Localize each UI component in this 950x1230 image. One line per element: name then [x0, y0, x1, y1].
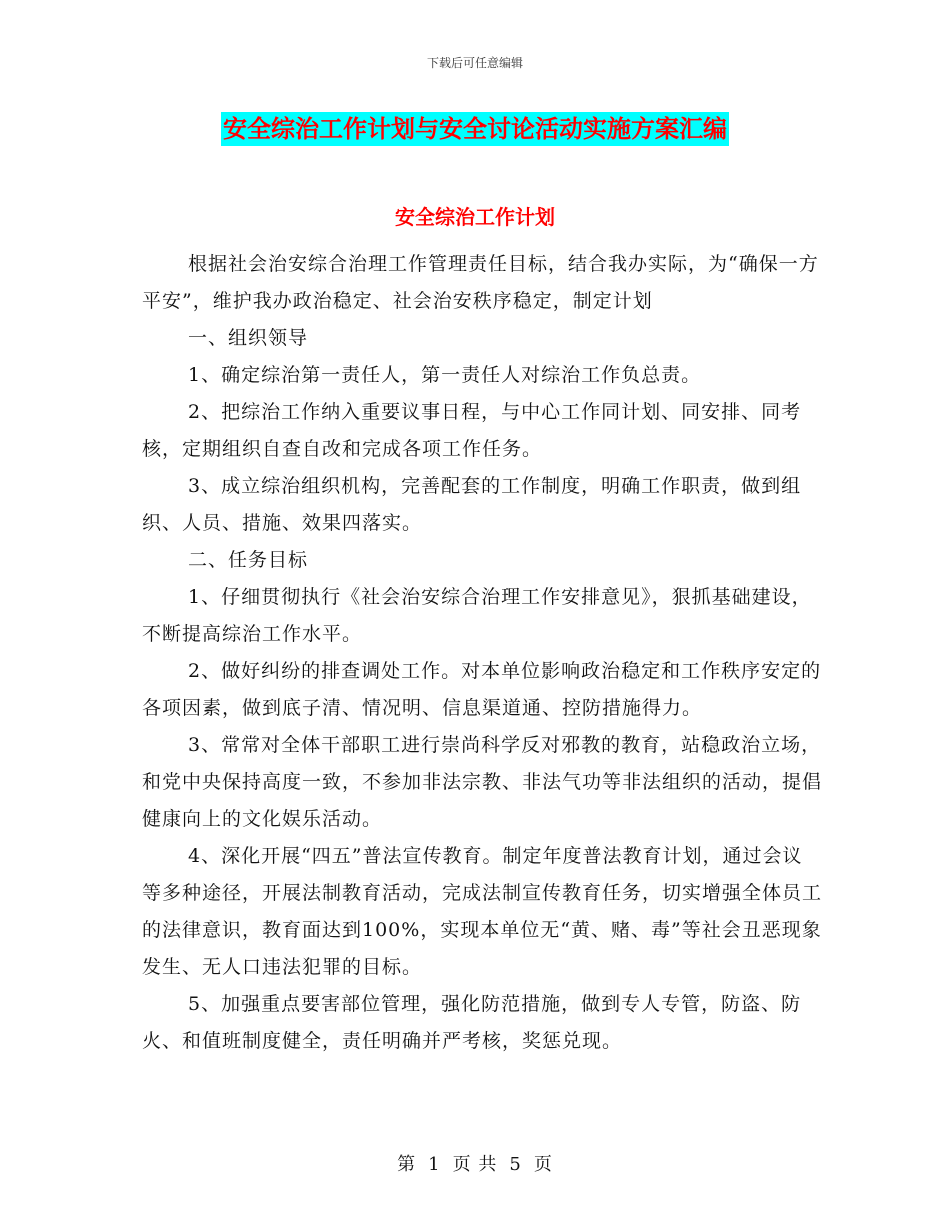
paragraph-item: 3、成立综治组织机构，完善配套的工作制度，明确工作职责，做到组织、人员、措施、效果四落实。: [142, 475, 802, 534]
paragraph-item: 2、做好纠纷的排查调处工作。对本单位影响政治稳定和工作秩序安定的各项因素，做到底子清、情况明、信息渠道通、控防措施得力。: [142, 660, 822, 719]
paragraph-item: 3、常常对全体干部职工进行崇尚科学反对邪教的教育，站稳政治立场，和党中央保持高度一致，不参加非法宗教、非法气功等非法组织的活动，提倡健康向上的文化娱乐活动。: [142, 734, 823, 830]
page-footer: [0, 1150, 950, 1176]
document-title-container: [0, 112, 950, 146]
document-body: [142, 246, 822, 1060]
paragraph-intro: 根据社会治安综合治理工作管理责任目标，结合我办实际，为“确保一方平安”，维护我办政治稳定、社会治安秩序稳定，制定计划: [142, 253, 819, 312]
paragraph-item: 1、仔细贯彻执行《社会治安综合治理工作安排意见》，狠抓基础建设，不断提高综治工作水平。: [142, 586, 812, 645]
heading-tasks: 二、任务目标: [188, 549, 309, 571]
heading-organization: 一、组织领导: [188, 327, 309, 349]
section-title: 安全综治工作计划: [395, 205, 555, 229]
footer-middle: 页 共: [452, 1154, 498, 1175]
paragraph-item: 4、深化开展“四五”普法宣传教育。制定年度普法教育计划，通过会议等多种途径，开展法制教育活动，完成法制宣传教育任务，切实增强全体员工的法律意识，教育面达到100%，实现本单位无“黄、赌、毒”等社会丑恶现象发生、无人口违法犯罪的目标。: [142, 845, 823, 978]
paragraph-item: 2、把综治工作纳入重要议事日程，与中心工作同计划、同安排、同考核，定期组织自查自改和完成各项工作任务。: [142, 401, 802, 460]
paragraph-item: 5、加强重点要害部位管理，强化防范措施，做到专人专管，防盗、防火、和值班制度健全，责任明确并严考核，奖惩兑现。: [142, 993, 802, 1052]
footer-prefix: 第: [397, 1154, 417, 1175]
paragraph-item: 1、确定综治第一责任人，第一责任人对综治工作负总责。: [188, 364, 702, 386]
footer-page-number: 1: [428, 1154, 441, 1175]
header-note: 下载后可任意编辑: [426, 56, 523, 70]
footer-suffix: 页: [533, 1154, 553, 1175]
document-title: 安全综治工作计划与安全讨论活动实施方案汇编: [221, 112, 729, 146]
footer-total-pages: 5: [509, 1154, 522, 1175]
